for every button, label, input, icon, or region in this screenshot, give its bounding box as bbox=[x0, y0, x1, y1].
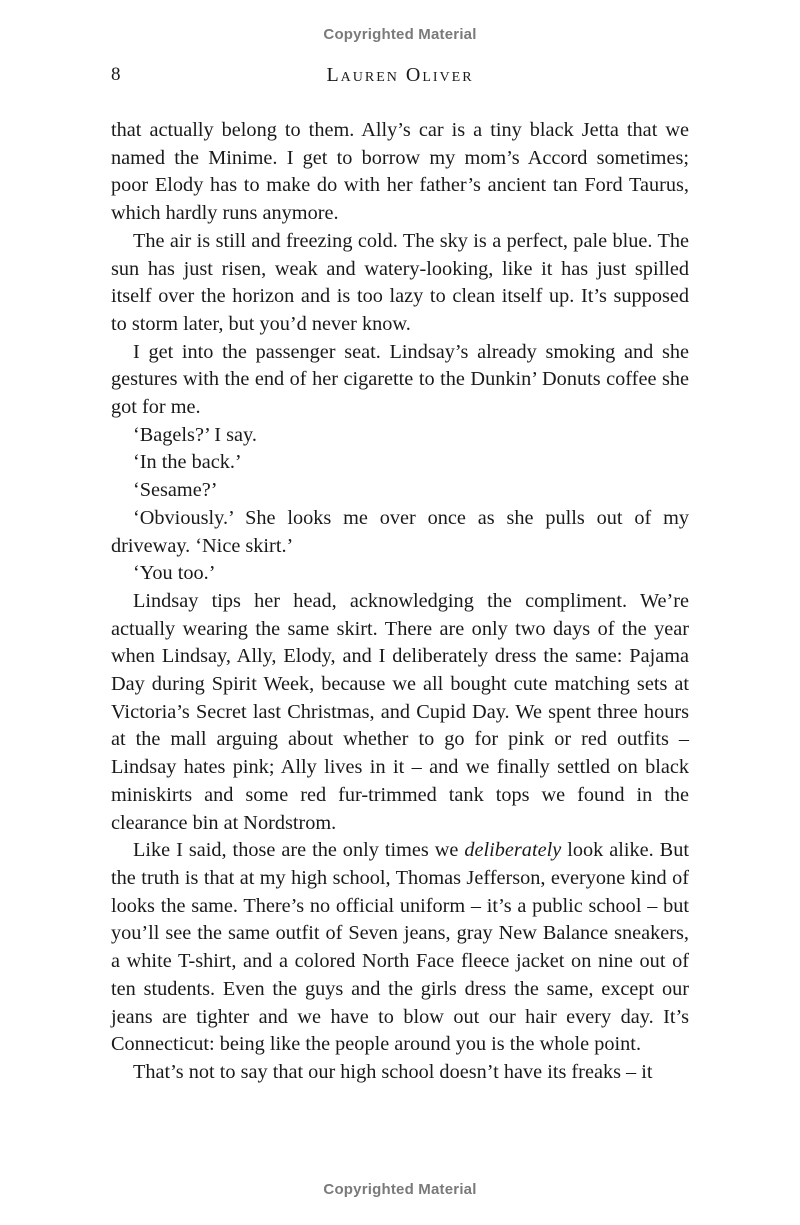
paragraph-5: ‘In the back.’ bbox=[133, 451, 242, 474]
paragraph-6: ‘Sesame?’ bbox=[133, 479, 218, 502]
paragraph-10-before: Like I said, those are the only times we bbox=[133, 839, 465, 862]
paragraph-9: Lindsay tips her head, acknowledging the compliment. We’re actually wearing the same skirt. There are only two days of the year when Lindsay, Ally, Elody, and I deliberately dress the same: Pajama Day during Spirit Week, because we all bought cute matching sets at Victoria’s Secret last Christmas, and Cupid Day. We spent three hours at the mall arguing about whether to go for pink or red outfits – Lindsay hates pink; Ally lives in it – and we finally settled on black miniskirts and some red fur-trimmed tank tops we found in the clearance bin at Nordstrom. bbox=[111, 589, 689, 834]
running-head-author: Lauren Oliver bbox=[326, 64, 474, 86]
copyright-watermark-bottom: Copyrighted Material bbox=[323, 1181, 477, 1198]
running-head bbox=[111, 64, 689, 88]
paragraph-7: ‘Obviously.’ She looks me over once as she pulls out of my driveway. ‘Nice skirt.’ bbox=[111, 506, 689, 557]
copyright-watermark-top: Copyrighted Material bbox=[323, 26, 477, 43]
paragraph-1: that actually belong to them. Ally’s car is a tiny black Jetta that we named the Minime. I get to borrow my mom’s Accord sometimes; poor Elody has to make do with her father’s ancient tan Ford Taurus, which hardly runs anymore. bbox=[111, 119, 689, 225]
body-text bbox=[111, 117, 689, 1087]
emphasized-word: deliberately bbox=[464, 839, 562, 862]
paragraph-4: ‘Bagels?’ I say. bbox=[133, 423, 257, 446]
paragraph-10 bbox=[111, 837, 689, 1059]
paragraph-2: The air is still and freezing cold. The sky is a perfect, pale blue. The sun has just risen, weak and watery-looking, like it has just spilled itself over the horizon and is too lazy to clean itself up. It’s supposed to storm later, but you’d never know. bbox=[111, 229, 689, 335]
paragraph-8: ‘You too.’ bbox=[133, 562, 216, 585]
paragraph-3: I get into the passenger seat. Lindsay’s already smoking and she gestures with the end of her cigarette to the Dunkin’ Donuts coffee she got for me. bbox=[111, 340, 689, 419]
paragraph-10-after: look alike. But the truth is that at my high school, Thomas Jefferson, everyone kind of looks the same. There’s no official uniform – it’s a public school – but you’ll see the same outfit of Seven jeans, gray New Balance sneakers, a white T-shirt, and a colored North Face fleece jacket on nine out of ten students. Even the guys and the girls dress the same, except our jeans are tighter and we have to blow out our hair every day. It’s Connecticut: being like the people around you is the whole point. bbox=[111, 839, 689, 1056]
page-number: 8 bbox=[111, 64, 121, 85]
paragraph-11: That’s not to say that our high school doesn’t have its freaks – it bbox=[133, 1060, 653, 1083]
